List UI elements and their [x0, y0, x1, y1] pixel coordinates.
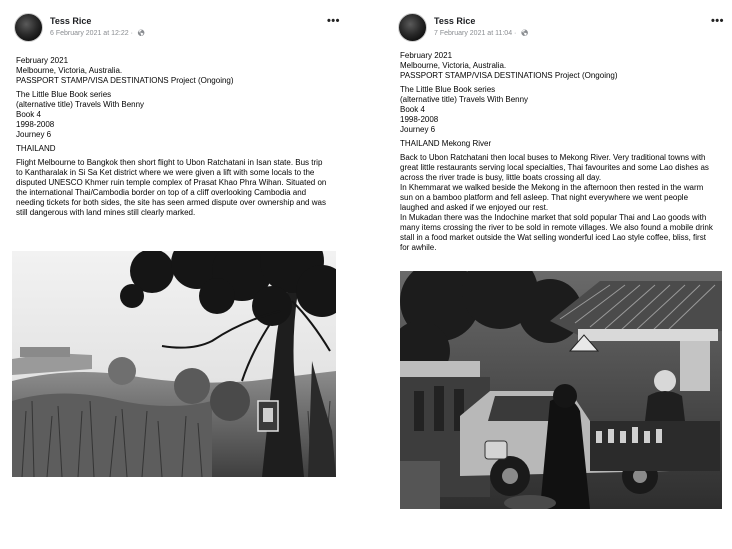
text-line: Melbourne, Victoria, Australia. — [16, 66, 123, 75]
story-block — [400, 153, 726, 253]
text-line: disputed UNESCO Khmer ruin temple complex of Prasat Khao Phra Wihan. Situated on — [16, 178, 327, 187]
text-line: 1998-2008 — [400, 115, 439, 124]
text-line: Flight Melbourne to Bangkok then short flight to Ubon Ratchatani in Isan state. Bus trip — [16, 158, 323, 167]
text-line: stall in a food market outside the Wat selling wonderful iced Lao style coffee, bliss, first — [400, 233, 706, 242]
text-line: 1998-2008 — [16, 120, 55, 129]
section-heading: THAILAND — [16, 144, 56, 153]
text-line: for awhile. — [400, 243, 437, 252]
text-line: In Mukadan there was the Indochine market that sold popular Thai and Lao goods with — [400, 213, 707, 222]
text-line: Journey 6 — [400, 125, 436, 134]
market-truck-image — [400, 271, 722, 509]
series-block — [400, 85, 726, 135]
post-text — [16, 56, 342, 222]
text-line: still dangerous with land mines still clearly marked. — [16, 208, 196, 217]
section-heading: THAILAND Mekong River — [400, 139, 492, 148]
globe-icon: 🌎︎ — [520, 30, 529, 37]
post-header — [398, 13, 728, 45]
text-line: across the river trade is busy, little boats crossing all day. — [400, 173, 602, 182]
text-line: (alternative title) Travels With Benny — [16, 100, 145, 109]
location-block — [400, 51, 726, 81]
text-line: PASSPORT STAMP/VISA DESTINATIONS Project (Ongoing) — [400, 71, 618, 80]
globe-icon: 🌎︎ — [136, 30, 146, 37]
text-line: Journey 6 — [16, 130, 52, 139]
post-timestamp[interactable]: 7 February 2021 at 11:04 — [434, 30, 513, 37]
text-line: Book 4 — [400, 105, 425, 114]
post-header — [14, 13, 344, 45]
avatar[interactable] — [14, 13, 43, 42]
text-line: The Little Blue Book series — [400, 85, 496, 94]
location-block — [16, 56, 342, 86]
text-line: Back to Ubon Ratchatani then local buses to Mekong River. Very traditional towns with — [400, 153, 706, 162]
text-line: In Khemmarat we walked beside the Mekong in the afternoon then rested in the warm — [400, 183, 704, 192]
text-line: Melbourne, Victoria, Australia. — [400, 61, 507, 70]
text-line: the international Thai/Cambodia border on top of a cliff overlooking Cambodia and — [16, 188, 307, 197]
text-line: sun on a bamboo platform and fell asleep. That night everywhere we went people — [400, 193, 689, 202]
post-photo[interactable] — [12, 251, 336, 477]
post-timestamp[interactable]: 6 February 2021 at 12:22 — [50, 30, 129, 37]
post-photo[interactable] — [400, 271, 722, 509]
text-line: February 2021 — [400, 51, 453, 60]
author-name[interactable]: Tess Rice — [50, 16, 92, 26]
text-line: to Kantharalak in Si Sa Ket district where we were given a lift with some locals to the — [16, 168, 315, 177]
more-options-icon[interactable]: ••• — [710, 15, 724, 27]
avatar[interactable] — [398, 13, 427, 42]
text-line: (alternative title) Travels With Benny — [400, 95, 529, 104]
text-line: PASSPORT STAMP/VISA DESTINATIONS Project (Ongoing) — [16, 76, 234, 85]
text-line: laughed and asked if we enjoyed our rest. — [400, 203, 549, 212]
author-name[interactable]: Tess Rice — [434, 16, 476, 26]
post-meta: 6 February 2021 at 12:22 · 🌎︎ — [50, 30, 146, 37]
text-line: many items crossing the river to be sold in remote villages. We also found a mobile drink — [400, 223, 713, 232]
text-line: Book 4 — [16, 110, 41, 119]
text-line: The Little Blue Book series — [16, 90, 112, 99]
story-block — [16, 158, 342, 218]
text-line: February 2021 — [16, 56, 69, 65]
post-meta: 7 February 2021 at 11:04 · 🌎︎ — [434, 30, 529, 37]
more-options-icon[interactable]: ••• — [326, 15, 340, 27]
text-line: great little restaurants serving local specialties, Thai favourites and some Lao dishes as — [400, 163, 709, 172]
text-line: needing tickets for both sides, the site has seen armed dispute over ownership and was — [16, 198, 326, 207]
post-text — [400, 51, 726, 257]
series-block — [16, 90, 342, 140]
hillside-tree-image — [12, 251, 336, 477]
